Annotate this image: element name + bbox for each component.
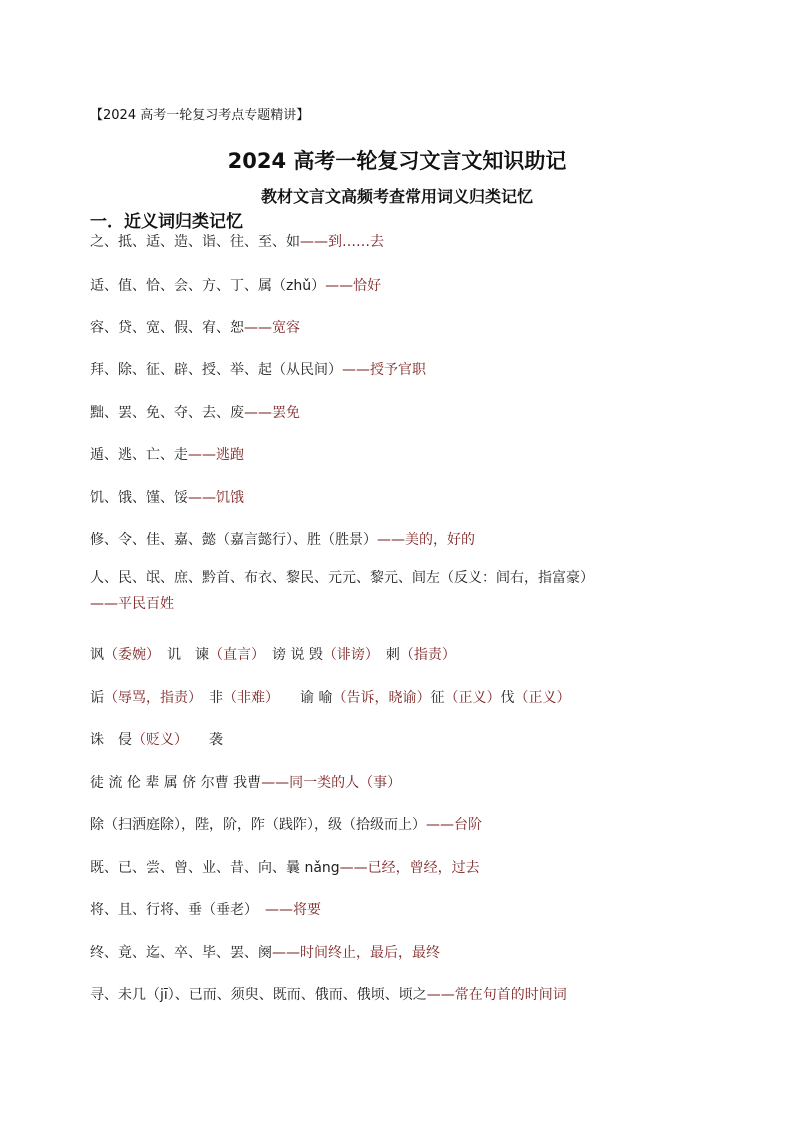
- page-title: 2024 高考一轮复习文言文知识助记: [227, 149, 567, 173]
- word-text: 遁、逃、亡、走: [90, 447, 188, 463]
- word-text: 容、贷、宽、假、宥、恕: [90, 320, 244, 336]
- word-text: 适、值、恰、会、方、丁、属（zhǔ）: [90, 278, 326, 294]
- word-text: 修、令、佳、嘉、懿（嘉言懿行）、胜（胜景）: [90, 532, 377, 548]
- list-item: [90, 568, 594, 589]
- word-text: 拜、除、征、辟、授、举、起（从民间）: [90, 362, 342, 378]
- list-item: [90, 815, 482, 836]
- meaning-text: （指责）: [399, 647, 456, 663]
- meaning-text: （非难）: [223, 690, 272, 706]
- meaning-text: ——到……去: [300, 234, 384, 250]
- list-item: [90, 943, 440, 964]
- word-text: 谕 喻: [272, 690, 333, 706]
- list-item: [90, 488, 244, 509]
- meaning-text: ——美的，好的: [377, 532, 475, 548]
- meaning-text: ——已经，曾经，过去: [339, 860, 480, 876]
- word-text: 除（扫洒庭除），陛，阶，阼（践阼），级（拾级而上）: [90, 817, 426, 833]
- list-item: [90, 530, 475, 551]
- word-text: 人、民、氓、庶、黔首、布衣、黎民、元元、黎元、闾左（反义：闾右，指富豪）: [90, 570, 594, 586]
- list-item: [90, 645, 456, 666]
- meaning-text: ——授予官职: [342, 362, 426, 378]
- word-text: 终、竟、迄、卒、毕、罢、阕: [90, 945, 272, 961]
- word-text: 寻、未几（jī）、已而、须臾、既而、俄而、俄顷、顷之: [90, 987, 427, 1003]
- list-item: [90, 594, 174, 615]
- meaning-text: （直言）: [209, 647, 258, 663]
- word-text: 非: [195, 690, 223, 706]
- word-text: 既、已、尝、曾、业、昔、向、曩 nǎng: [90, 860, 340, 876]
- meaning-text: ——同一类的人（事）: [261, 775, 402, 791]
- section-heading: 一．近义词归类记忆: [90, 212, 243, 232]
- list-item: [90, 688, 570, 709]
- list-item: [90, 318, 300, 339]
- list-item: [90, 403, 300, 424]
- list-item: [90, 730, 223, 751]
- list-item: [90, 773, 401, 794]
- word-text: 袭: [181, 732, 223, 748]
- list-item: [90, 858, 480, 879]
- list-item: [90, 985, 567, 1006]
- series-tag: 【2024 高考一轮复习考点专题精讲】: [90, 108, 310, 123]
- meaning-text: （正义）: [514, 690, 571, 706]
- list-item: [90, 445, 244, 466]
- word-text: 徒 流 伦 辈 属 侪 尔曹 我曹: [90, 775, 262, 791]
- word-text: 讥 谏: [153, 647, 209, 663]
- meaning-text: ——恰好: [325, 278, 382, 294]
- word-text: 诛 侵: [90, 732, 132, 748]
- meaning-text: （贬义）: [132, 732, 181, 748]
- word-text: 谤 说 毁: [258, 647, 323, 663]
- meaning-text: ——逃跑: [188, 447, 244, 463]
- meaning-text: ——台阶: [426, 817, 482, 833]
- meaning-text: ——平民百姓: [90, 596, 174, 612]
- meaning-text: ——宽容: [244, 320, 300, 336]
- word-text: 诟: [90, 690, 104, 706]
- meaning-text: ——常在句首的时间词: [426, 987, 567, 1003]
- meaning-text: （委婉）: [104, 647, 153, 663]
- word-text: 刺: [371, 647, 400, 663]
- word-text: 黜、罢、免、夺、去、废: [90, 405, 244, 421]
- list-item: [90, 360, 426, 381]
- meaning-text: （告诉，晓谕）: [332, 690, 431, 706]
- meaning-text: （辱骂，指责）: [104, 690, 195, 706]
- meaning-text: ——将要: [265, 902, 321, 918]
- meaning-text: （诽谤）: [322, 647, 372, 663]
- page-subtitle: 教材文言文高频考查常用词义归类记忆: [260, 187, 533, 206]
- word-text: 之、抵、适、造、诣、往、至、如: [90, 234, 300, 250]
- word-text: 将、且、行将、垂（垂老）: [90, 902, 265, 918]
- list-item: [90, 232, 384, 253]
- list-item: [90, 276, 381, 297]
- word-text: 征: [430, 690, 445, 706]
- word-text: 伐: [500, 690, 515, 706]
- word-text: 饥、饿、馑、馁: [90, 490, 188, 506]
- meaning-text: ——饥饿: [188, 490, 244, 506]
- list-item: [90, 900, 321, 921]
- meaning-text: ——罢免: [244, 405, 300, 421]
- meaning-text: ——时间终止，最后，最终: [272, 945, 440, 961]
- meaning-text: （正义）: [444, 690, 501, 706]
- word-text: 讽: [90, 647, 104, 663]
